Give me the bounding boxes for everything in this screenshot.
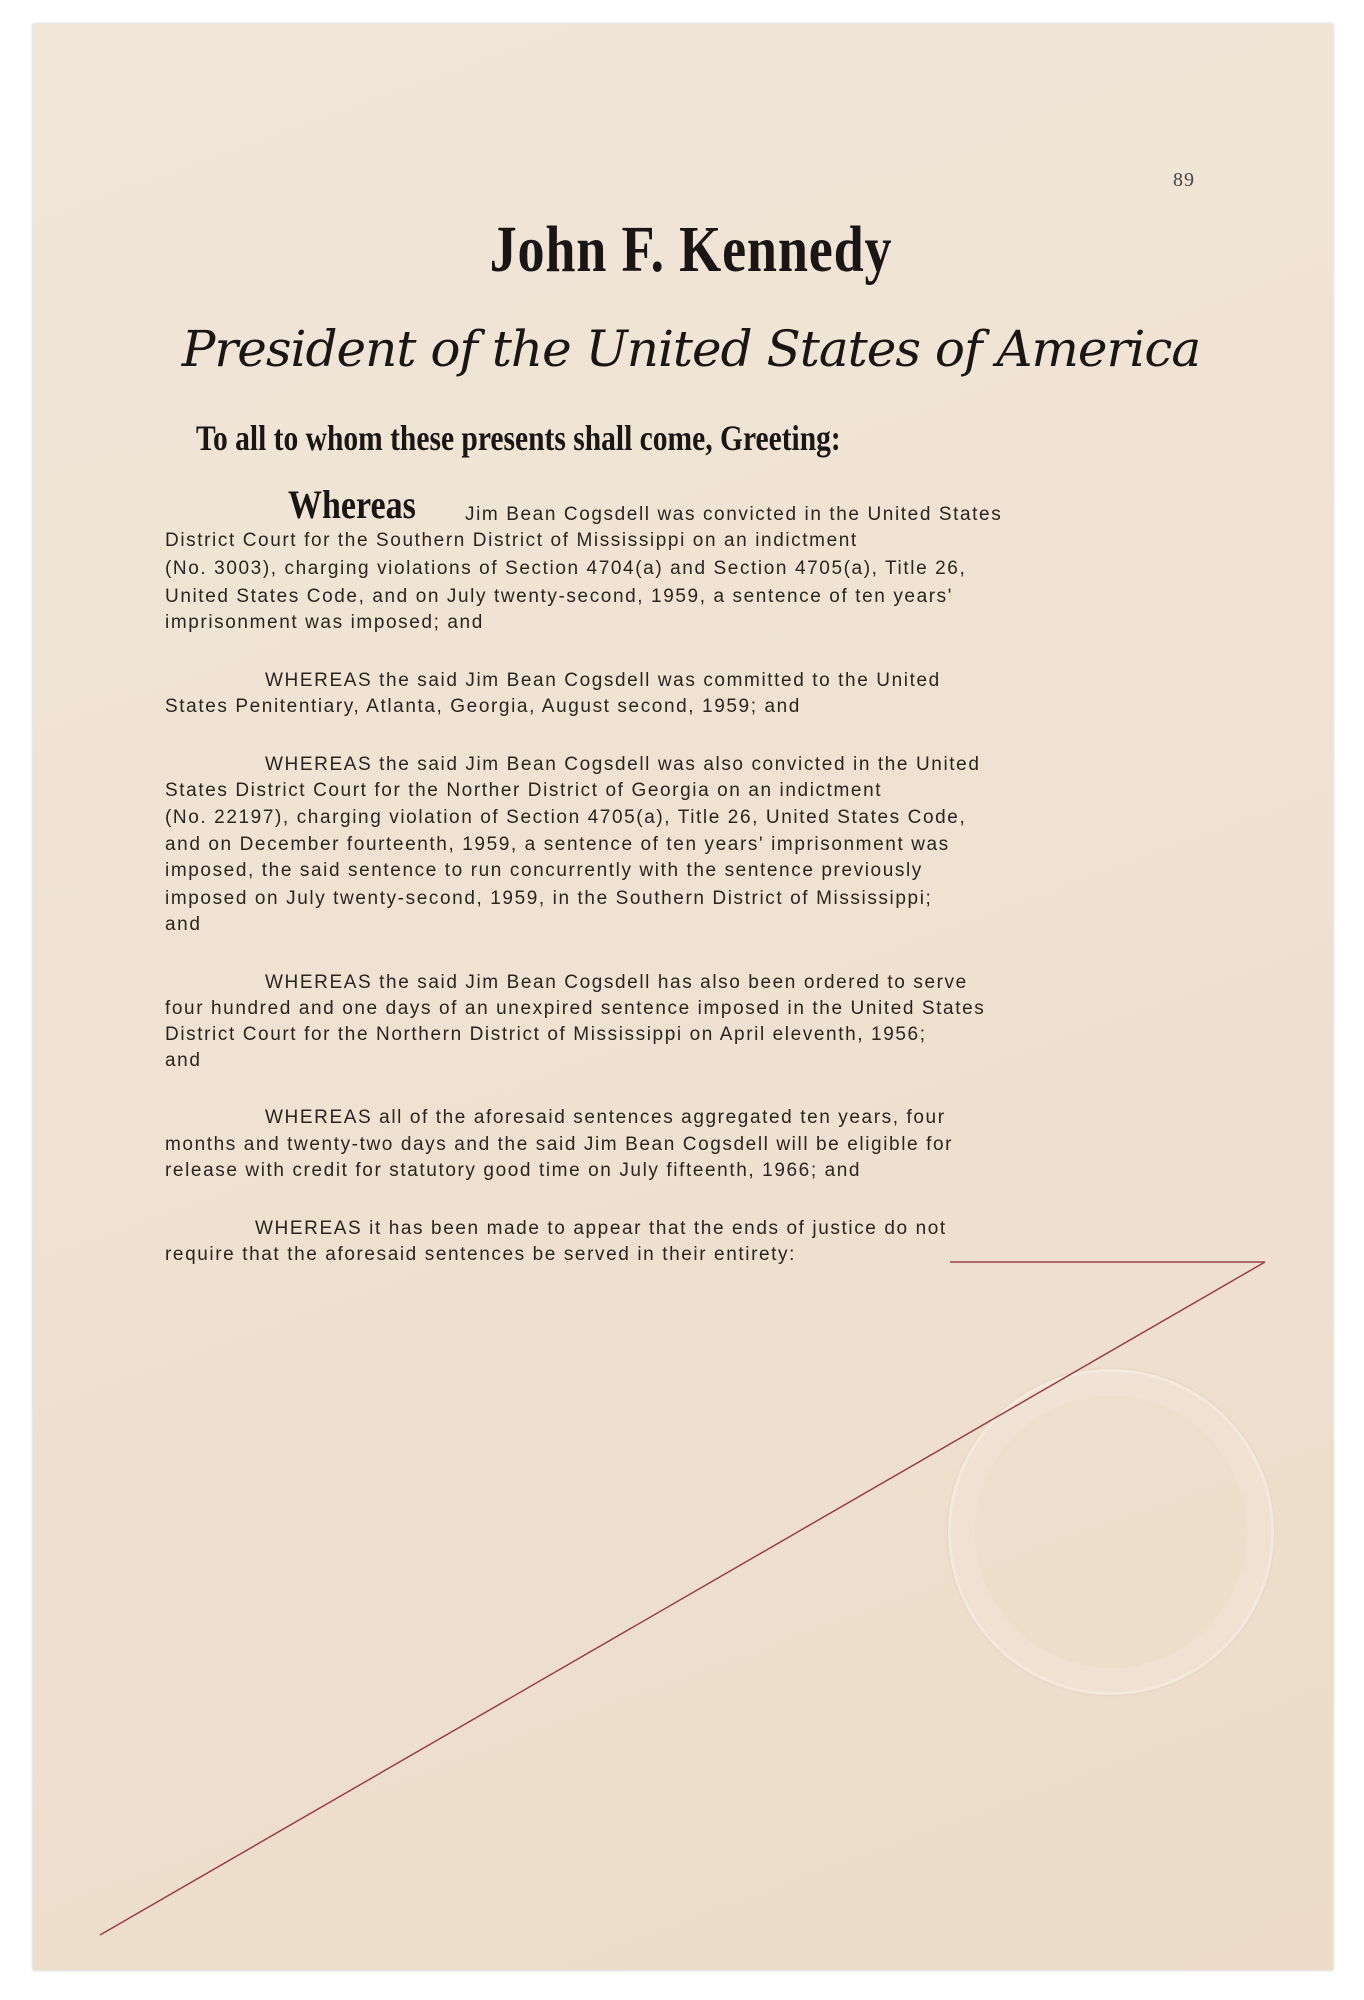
body-line: States District Court for the Norther District of Georgia on an indictment [165,780,883,801]
body-line: WHEREAS it has been made to appear that the ends of justice do not [255,1218,947,1239]
body-line: and [165,1050,202,1071]
body-line: (No. 3003), charging violations of Section 4704(a) and Section 4705(a), Title 26, [165,558,967,579]
body-line: imprisonment was imposed; and [165,612,484,633]
body-line: WHEREAS the said Jim Bean Cogsdell was also convicted in the United [265,754,981,775]
page-number: 89 [1173,169,1195,191]
body-line: (No. 22197), charging violation of Section 4705(a), Title 26, United States Code, [165,807,967,828]
body-line: four hundred and one days of an unexpired sentence imposed in the United States [165,998,986,1019]
body-line: District Court for the Southern District of Mississippi on an indictment [165,530,858,551]
body-line: imposed, the said sentence to run concurrently with the sentence previously [165,860,923,881]
body-line: District Court for the Northern District of Mississippi on April eleventh, 1956; [165,1024,927,1045]
diagonal-cancel-line [100,1262,1265,1935]
body-line: WHEREAS the said Jim Bean Cogsdell has also been ordered to serve [265,972,968,993]
body-line: United States Code, and on July twenty-second, 1959, a sentence of ten years' [165,586,954,607]
body-line: States Penitentiary, Atlanta, Georgia, August second, 1959; and [165,696,801,717]
body-line: WHEREAS all of the aforesaid sentences aggregated ten years, four [265,1107,946,1128]
body-line: and [165,914,202,935]
document-subtitle: President of the United States of America [181,320,1201,378]
body-line: imposed on July twenty-second, 1959, in the Southern District of Mississippi; [165,888,933,909]
body-line-first: Jim Bean Cogsdell was convicted in the United States [465,504,1003,525]
body-line: and on December fourteenth, 1959, a sentence of ten years' imprisonment was [165,834,950,855]
document-title: John F. Kennedy [489,213,893,286]
body-line: release with credit for statutory good time on July fifteenth, 1966; and [165,1160,862,1181]
greeting: To all to whom these presents shall come, Greeting: [196,418,841,458]
body-line: require that the aforesaid sentences be served in their entirety: [165,1244,797,1265]
body-line: WHEREAS the said Jim Bean Cogsdell was committed to the United [265,670,941,691]
whereas-heading: Whereas [288,482,416,527]
body-line: months and twenty-two days and the said Jim Bean Cogsdell will be eligible for [165,1134,954,1155]
